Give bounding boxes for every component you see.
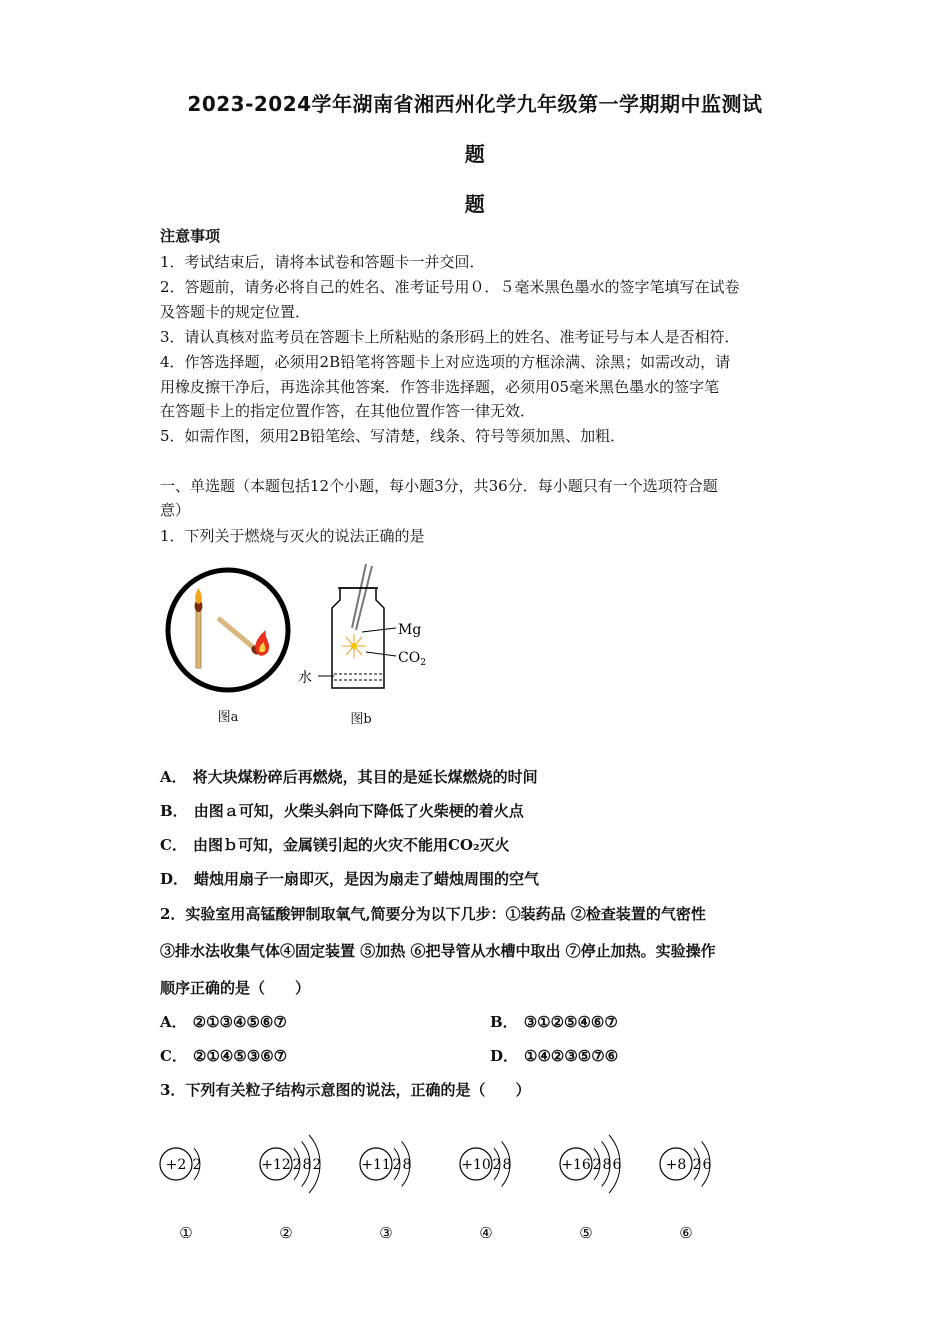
nucleus-charge: +12 [261,1157,291,1173]
particle-label: ① [179,1224,193,1242]
electron-count: 2 [492,1157,502,1173]
particle-diagram-1 [160,1148,201,1242]
electron-count: 2 [392,1157,402,1173]
q1-option-b: B． 由图ａ可知，火柴头斜向下降低了火柴梗的着火点 [160,802,524,820]
particle-diagram-4 [460,1142,511,1242]
nucleus-charge: +10 [461,1157,491,1173]
electron-count: 2 [292,1157,302,1173]
notice-item: 用橡皮擦干净后，再选涂其他答案．作答非选择题，必须用05毫米黑色墨水的签字笔 [160,378,720,396]
q3-stem: 3．下列有关粒子结构示意图的说法，正确的是（ ） [160,1081,531,1099]
electron-count: 6 [612,1157,622,1173]
doc-title-line3: 题 [464,192,486,216]
q1-stem: 1．下列关于燃烧与灭火的说法正确的是 [160,527,425,545]
electron-count: 8 [402,1157,412,1173]
label-mg: Mg [398,622,422,638]
particle-diagram-5 [560,1135,622,1242]
label-water: 水 [298,670,312,686]
electron-count: 2 [692,1157,702,1173]
particle-label: ④ [479,1224,493,1242]
electron-count: 2 [592,1157,602,1173]
q1-option-c: C． 由图ｂ可知，金属镁引起的火灾不能用CO₂灭火 [160,836,510,854]
label-co2-sub: 2 [420,658,426,668]
section-heading-cont: 意） [160,501,191,519]
notice-item: 2．答题前，请务必将自己的姓名、准考证号用０．５毫米黑色墨水的签字笔填写在试卷 [160,278,740,296]
doc-title-line2: 题 [464,142,486,166]
q2-option-c: C． ②①④⑤③⑥⑦ [160,1047,288,1065]
q2-option-b: B． ③①②⑤④⑥⑦ [490,1013,618,1031]
notice-item: 在答题卡上的指定位置作答，在其他位置作答一律无效． [160,402,536,420]
q2-stem-line2: ③排水法收集气体④固定装置 ⑤加热 ⑥把导管从水槽中取出 ⑦停止加热。实验操作 [160,942,716,960]
electron-count: 2 [312,1157,322,1173]
electron-count: 2 [192,1157,202,1173]
q1-figure-b-caption: 图b [350,712,372,727]
q3-particle-diagrams [150,1110,730,1250]
nucleus-charge: +16 [561,1157,591,1173]
particle-diagram-6 [660,1142,712,1242]
q2-stem-line1: 2．实验室用高锰酸钾制取氧气,简要分为以下几步：①装药品 ②检查装置的气密性 [160,905,706,923]
notice-item: 5．如需作图，须用2B铅笔绘、写清楚，线条、符号等须加黑、加粗． [160,427,626,445]
q1-figure-a-caption: 图a [217,710,239,725]
q1-figure-b [296,560,436,700]
particle-label: ⑥ [679,1224,693,1242]
particle-diagram-3 [360,1142,411,1242]
particle-diagram-2 [260,1135,321,1242]
label-co2: CO [398,650,421,666]
electron-count: 6 [702,1157,712,1173]
particle-label: ② [279,1224,293,1242]
notice-item: 4．作答选择题，必须用2B铅笔将答题卡上对应选项的方框涂满、涂黑；如需改动，请 [160,353,731,371]
q1-figure-a [160,566,300,696]
particle-label: ⑤ [579,1224,593,1242]
svg-text:CO2 [398,650,426,668]
electron-count: 8 [602,1157,612,1173]
nucleus-charge: +8 [665,1157,687,1173]
doc-title-line1: 2023-2024学年湖南省湘西州化学九年级第一学期期中监测试 [187,92,763,116]
nucleus-charge: +11 [361,1157,391,1173]
q2-option-d: D． ①④②③⑤⑦⑥ [490,1047,619,1065]
q2-stem-line3: 顺序正确的是（ ） [160,979,311,997]
particle-label: ③ [379,1224,393,1242]
notice-item: 及答题卡的规定位置． [160,303,311,321]
notice-item: 1．考试结束后，请将本试卷和答题卡一并交回． [160,253,485,271]
electron-count: 8 [502,1157,512,1173]
notice-heading: 注意事项 [160,227,221,245]
notice-item: 3．请认真核对监考员在答题卡上所粘贴的条形码上的姓名、准考证号与本人是否相符． [160,328,740,346]
q2-option-a: A． ②①③④⑤⑥⑦ [160,1013,287,1031]
nucleus-charge: +2 [165,1157,187,1173]
section-heading: 一、单选题（本题包括12个小题，每小题3分，共36分．每小题只有一个选项符合题 [160,477,718,495]
q1-option-d: D． 蜡烛用扇子一扇即灭，是因为扇走了蜡烛周围的空气 [160,870,540,888]
electron-count: 8 [302,1157,312,1173]
q1-option-a: A． 将大块煤粉碎后再燃烧，其目的是延长煤燃烧的时间 [160,768,538,786]
